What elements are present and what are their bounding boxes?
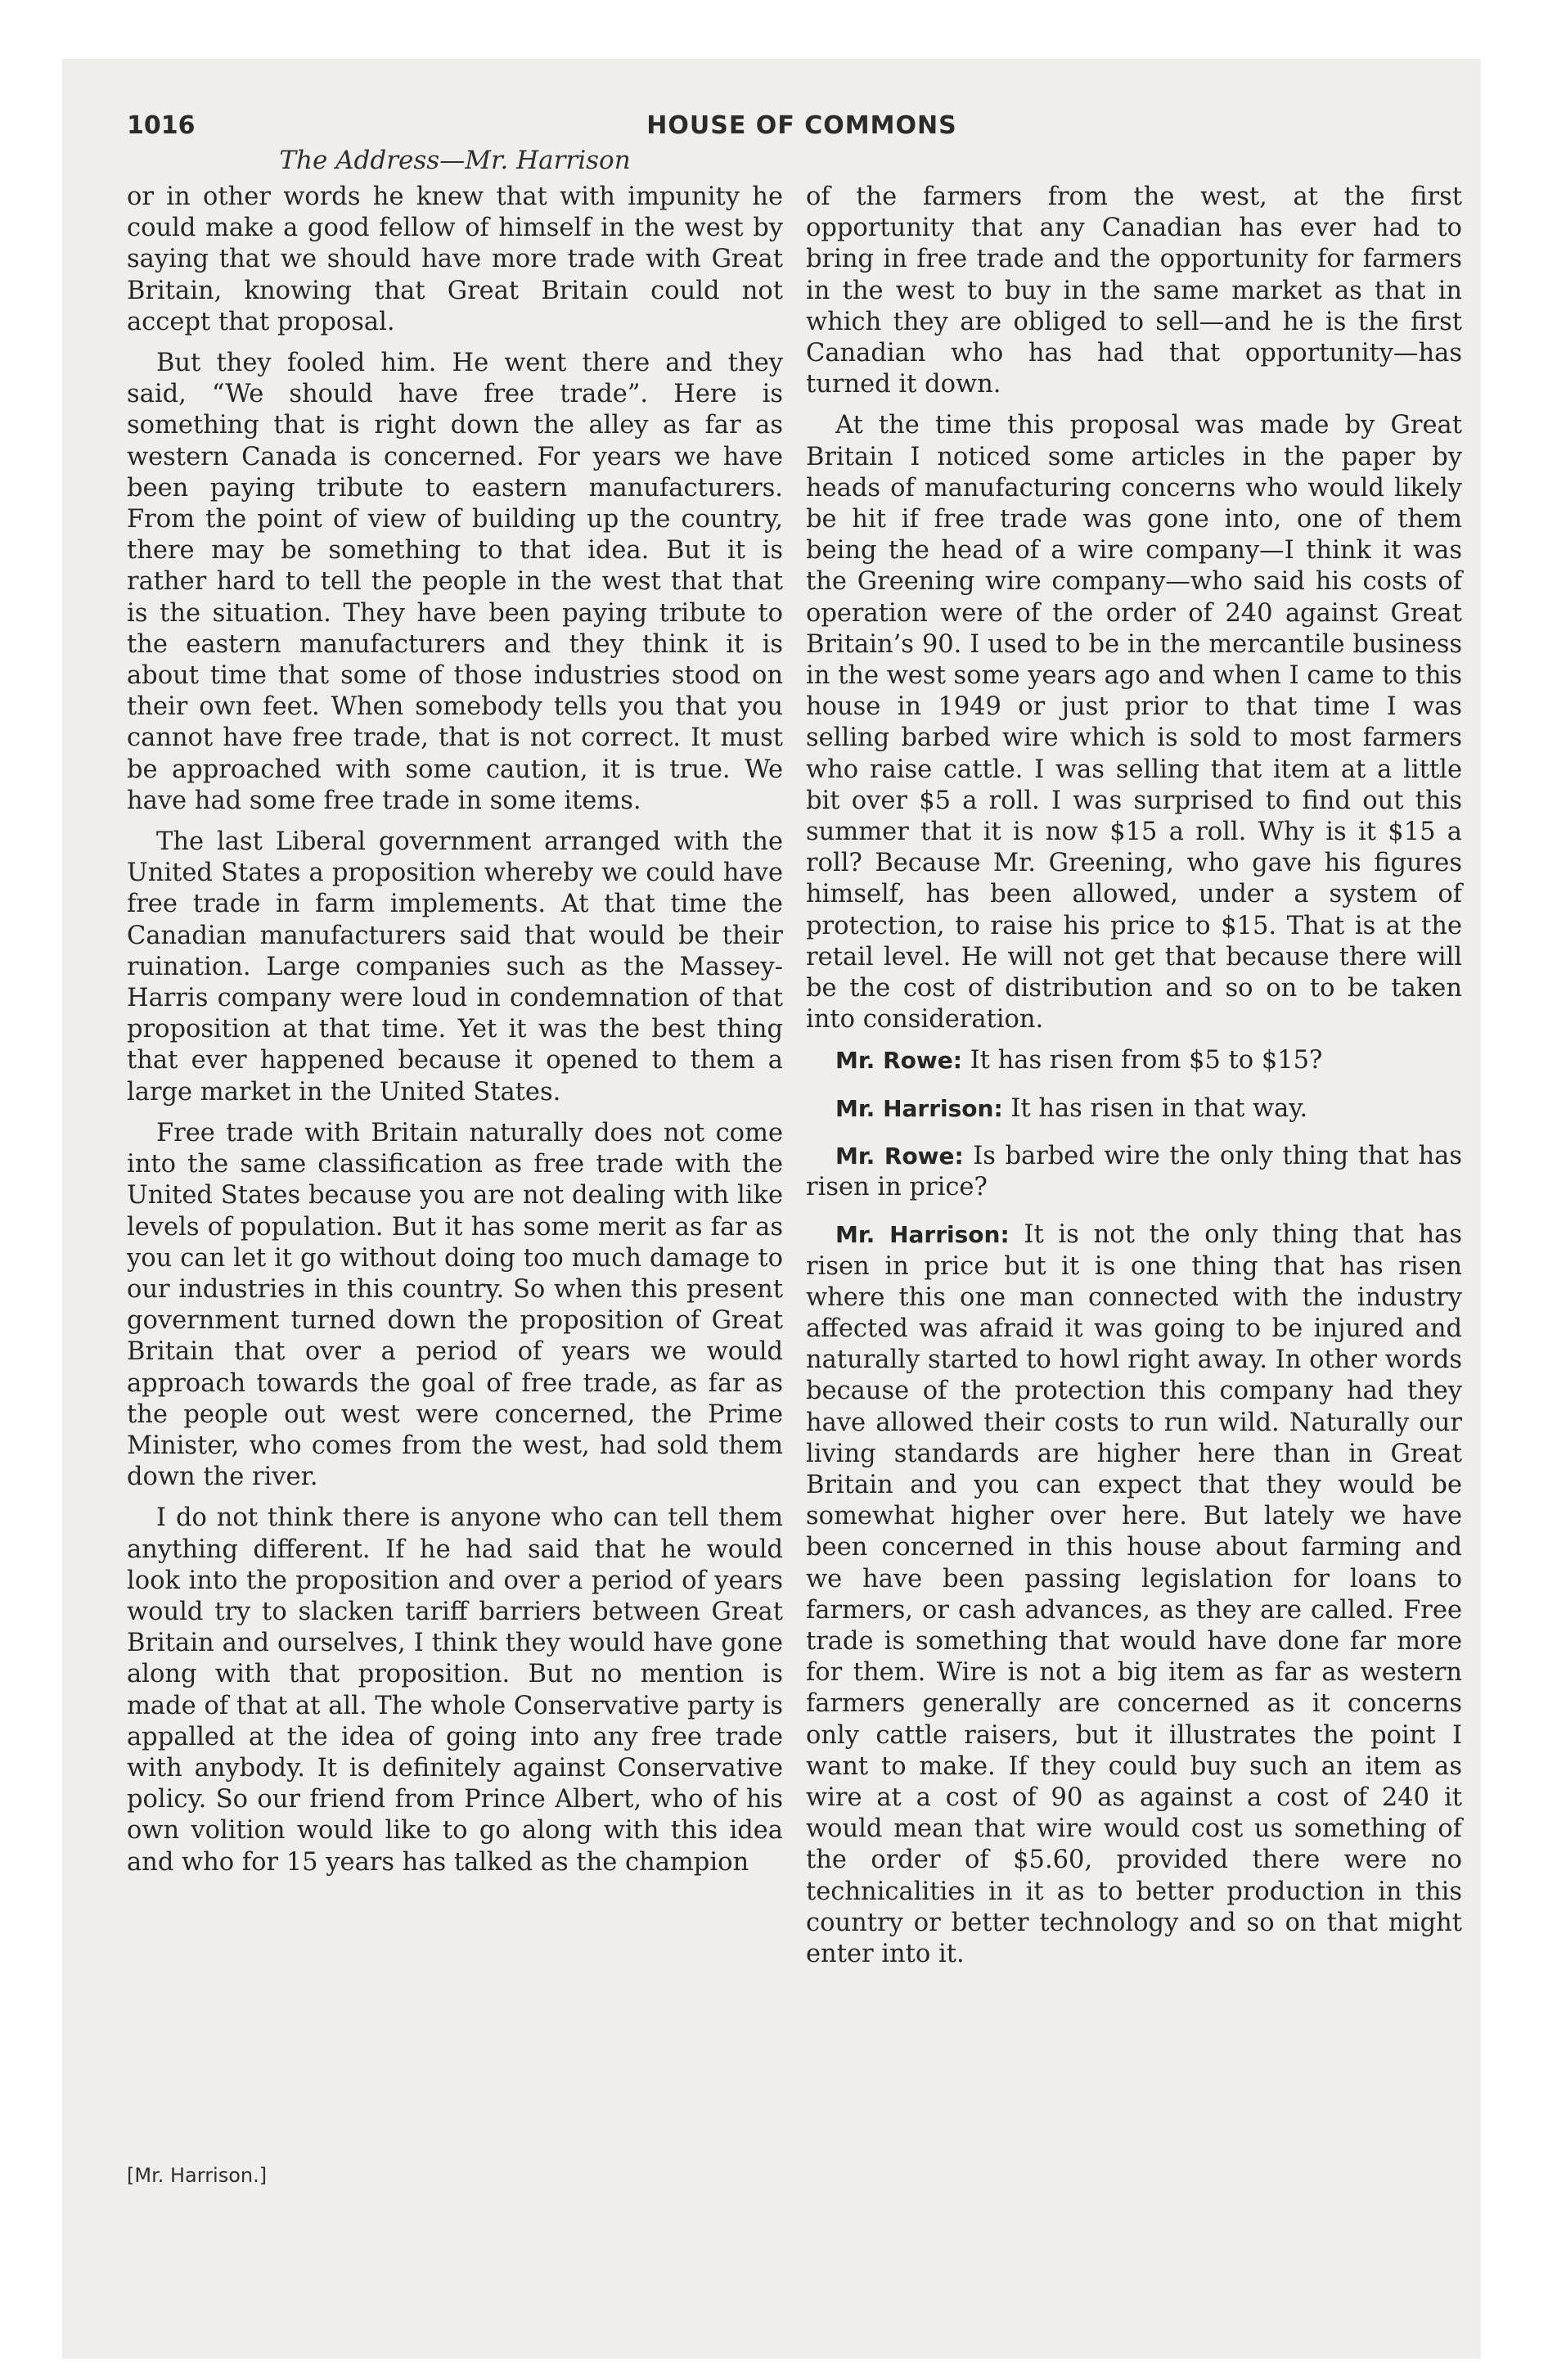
left-column (127, 182, 783, 1888)
exchange-item (806, 1093, 1462, 1125)
speaker-name: Mr. Harrison: (835, 1221, 1010, 1249)
paragraph: At the time this proposal was made by Great Britain I noticed some articles in the paper by heads of manufacturing concerns who would likely be hit if free trade was gone into, one of them being the head of a wire company—I think it was the Greening wire company—who said his costs of operation were of the order of 240 against Great Britain’s 90. I used to be in the mercantile business in the west some years ago and when I came to this house in 1949 or just prior to that time I was selling barbed wire which is sold to most farmers who raise cattle. I was selling that item at a little bit over $5 a roll. I was surprised to find out this summer that it is now $15 a roll. Why is it $15 a roll? Because Mr. Greening, who gave his figures himself, has been allowed, under a system of protection, to raise his price to $15. That is at the retail level. He will not get that because there will be the cost of distribution and so on to be taken into consideration. (806, 411, 1462, 1034)
page-title: HOUSE OF COMMONS (646, 111, 957, 140)
paragraph: I do not think there is anyone who can tell them anything different. If he had said that he would look into the proposition and over a period of years would try to slacken tariff barriers between Great Britain and ourselves, I think they would have gone along with that proposition. But no mention is made of that at all. The whole Conservative party is appalled at the idea of going into any free trade with anybody. It is definitely against Conservative policy. So our friend from Prince Albert, who of his own volition would like to go along with this idea and who for 15 years has talked as the champion (127, 1503, 783, 1877)
exchange-item (806, 1141, 1462, 1203)
speaker-name: Mr. Harrison: (835, 1094, 1003, 1122)
exchange-item (806, 1045, 1462, 1076)
page-number: 1016 (127, 111, 196, 140)
exchange-item (806, 1219, 1462, 1970)
page-header (127, 111, 1477, 149)
paragraph: Free trade with Britain naturally does not come into the same classification as free trade with the United States because you are not dealing with like levels of population. But it has some merit as far as you can let it go without doing too much damage to our industries in this country. So when this present government turned down the proposition of Great Britain that over a period of years we would approach towards the goal of free trade, as far as the people out west were concerned, the Prime Minister, who comes from the west, had sold them down the river. (127, 1118, 783, 1492)
speaker-footnote: [Mr. Harrison.] (127, 2164, 268, 2187)
paragraph: or in other words he knew that with impunity he could make a good fellow of himself in the west by saying that we should have more trade with Great Britain, knowing that Great Britain could not accept that proposal. (127, 183, 783, 336)
speech-text: Is barbed wire the only thing that has risen in price? (806, 1141, 1462, 1202)
speaker-name: Mr. Rowe: (835, 1142, 964, 1170)
paragraph: The last Liberal government arranged with the United States a proposition whereby we could have free trade in farm implements. At that time the Canadian manufacturers said that would be their ruination. Large companies such as the Massey-Harris company were loud in condemnation of that proposition at that time. Yet it was the best thing that ever happened because it opened to them a large market in the United States. (127, 827, 783, 1107)
right-column (806, 182, 1462, 1986)
speech-text: It is not the only thing that has risen in price but it is one thing that has risen where this one man connected with the industry affected was afraid it was going to be injured and naturally started to howl right away. In other words because of the protection this company had they have allowed their costs to run wild. Naturally our living standards are higher here than in Great Britain and you can expect that they would be somewhat higher over here. But lately we have been concerned in this house about farming and we have been passing legislation for loans to farmers, or cash advances, as they are called. Free trade is something that would have done far more for them. Wire is not a big item as far as western farmers generally are concerned as it concerns only cattle raisers, but it illustrates the point I want to make. If they could buy such an item as wire at a cost of 90 as against a cost of 240 it would mean that wire would cost us something of the order of $5.60, provided there were no technicalities in it as to better production in this country or better technology and so on that might enter into it. (806, 1220, 1463, 1968)
speech-text: It has risen in that way. (1010, 1093, 1308, 1123)
speech-text: It has risen from $5 to $15? (970, 1046, 1323, 1075)
section-subtitle: The Address—Mr. Harrison (279, 146, 631, 175)
paragraph: But they fooled him. He went there and they said, “We should have free trade”. Here is something that is right down the alley as far as western Canada is concerned. For years we have been paying tribute to eastern manufacturers. From the point of view of building up the country, there may be something to that idea. But it is rather hard to tell the people in the west that that is the situation. They have been paying tribute to the eastern manufacturers and they think it is about time that some of those industries stood on their own feet. When somebody tells you that you cannot have free trade, that is not correct. It must be approached with some caution, it is true. We have had some free trade in some items. (127, 349, 783, 815)
paragraph: of the farmers from the west, at the first opportunity that any Canadian has ever had to bring in free trade and the opportunity for farmers in the west to buy in the same market as that in which they are obliged to sell—and he is the first Canadian who has had that opportunity—has turned it down. (806, 183, 1462, 399)
speaker-name: Mr. Rowe: (835, 1047, 962, 1075)
